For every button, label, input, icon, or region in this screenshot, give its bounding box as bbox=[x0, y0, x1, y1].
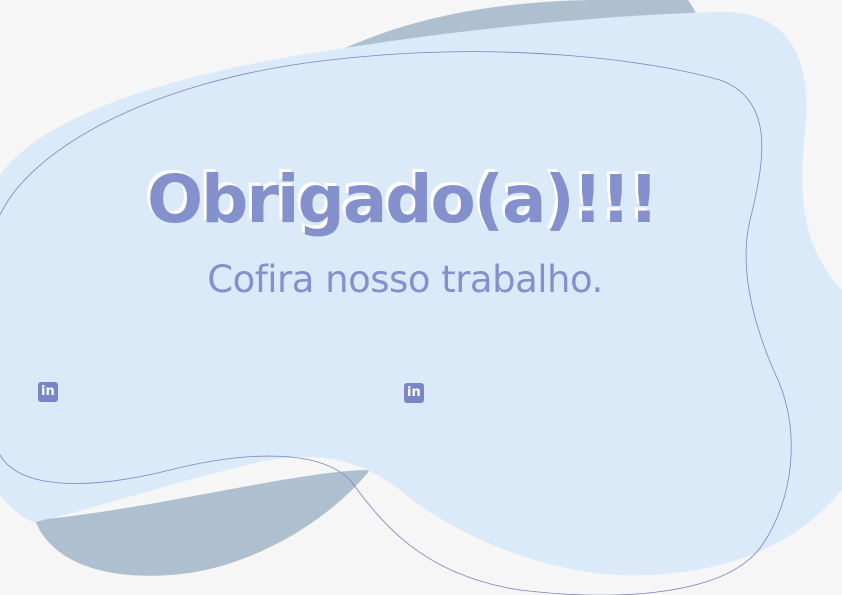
linkedin-icon: in bbox=[407, 385, 421, 400]
linkedin-link-1[interactable] bbox=[38, 382, 58, 402]
subtitle: Cofira nosso trabalho. bbox=[207, 258, 603, 301]
linkedin-link-2[interactable] bbox=[404, 383, 424, 403]
linkedin-icon: in bbox=[41, 384, 55, 399]
thank-you-title: Obrigado(a)!!! bbox=[146, 161, 658, 238]
